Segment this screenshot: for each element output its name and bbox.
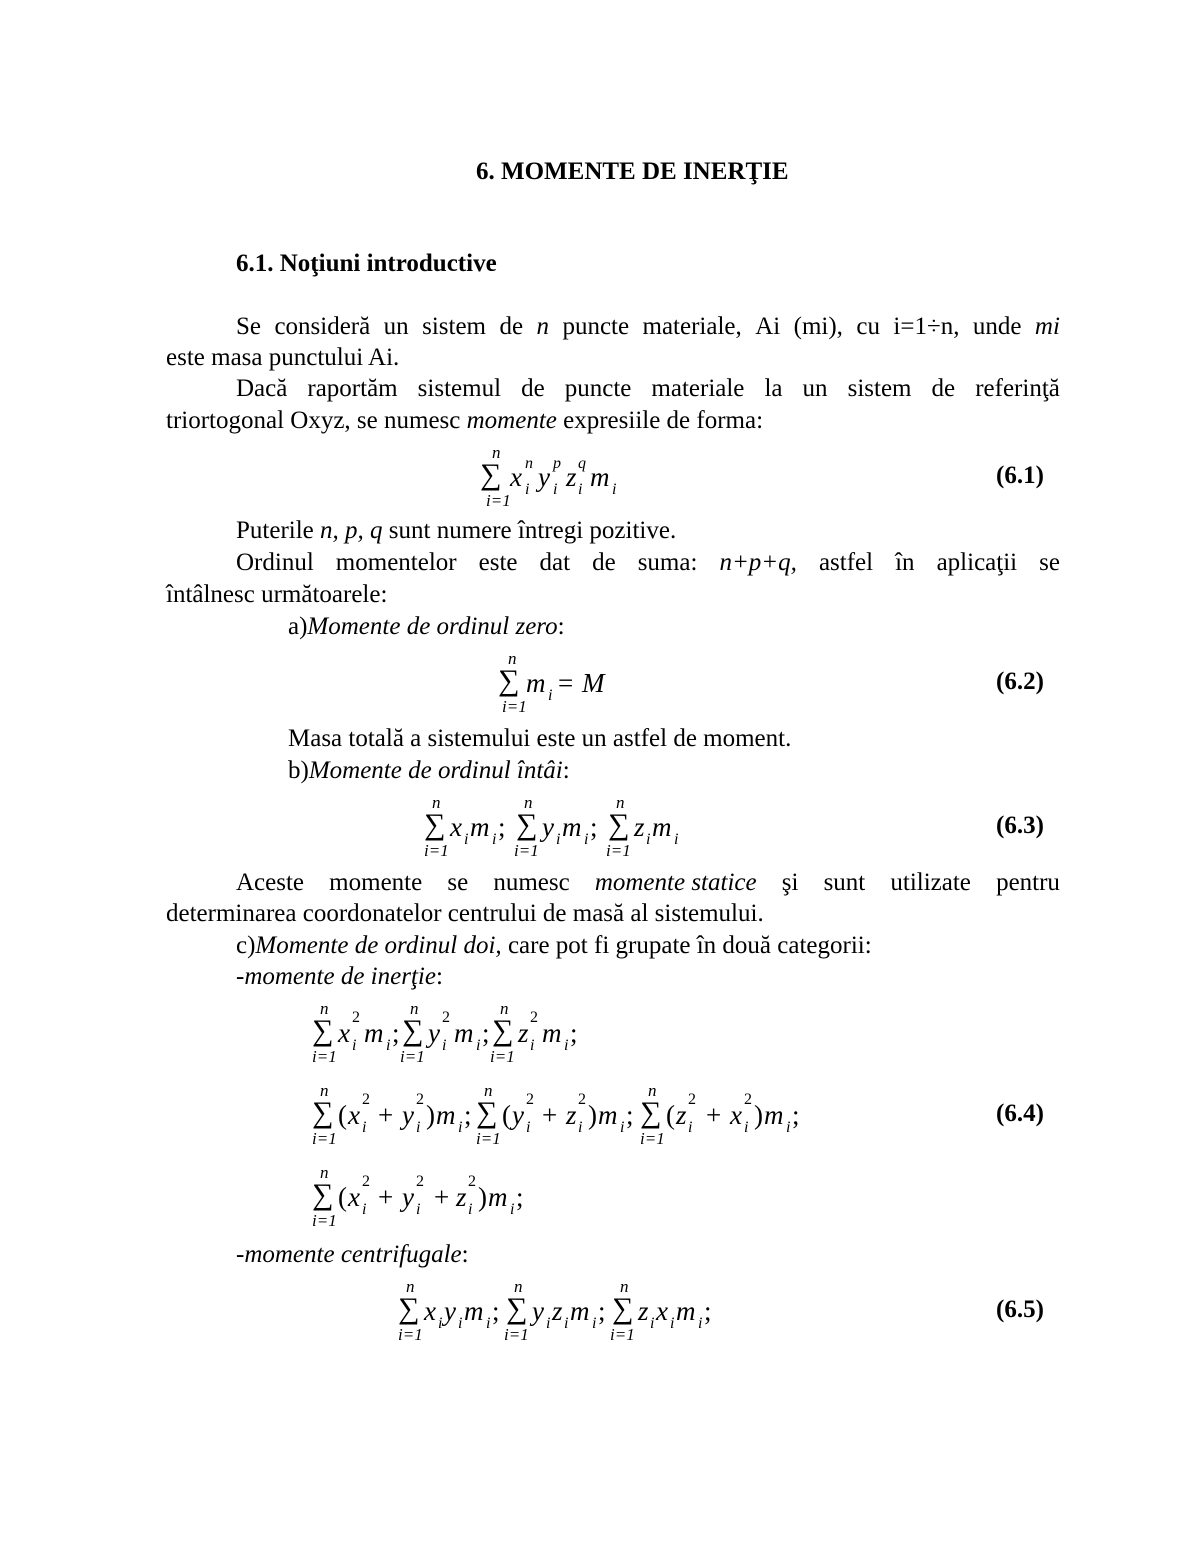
upper-limit: n [514, 1277, 523, 1296]
upper-limit: n [524, 793, 533, 812]
equation-6-2 [498, 646, 638, 726]
math-term: ; [704, 1296, 712, 1326]
section-heading: 6.1. Noţiuni introductive [236, 250, 497, 277]
math-term: i [526, 1119, 531, 1136]
math-term: i [670, 1315, 675, 1332]
word: utilizate [890, 869, 971, 896]
math-term: 2 [688, 1091, 696, 1108]
sigma-symbol: ∑ [402, 1014, 424, 1047]
math-term: 2 [526, 1091, 534, 1108]
math-term: x [656, 1296, 668, 1326]
sigma-symbol: ∑ [480, 458, 502, 491]
lower-limit: i=1 [476, 1129, 501, 1148]
page-title: 6. MOMENTE DE INERŢIE [476, 158, 789, 185]
math-term: i [650, 1315, 655, 1332]
math-term: 2 [442, 1009, 450, 1026]
math-term: m [436, 1100, 456, 1130]
text: expresiile de forma: [556, 407, 764, 434]
word: n [536, 313, 549, 340]
math-term: i [416, 1119, 421, 1136]
math-term: ; [492, 1296, 500, 1326]
upper-limit: n [410, 999, 419, 1018]
word: i=1÷n, [893, 313, 960, 340]
math-term: i [646, 831, 651, 848]
math-term: 2 [468, 1173, 476, 1190]
word: (mi), [793, 313, 843, 340]
math-term: i [458, 1119, 463, 1136]
math-term: i [510, 1201, 515, 1218]
lower-limit: i=1 [398, 1325, 423, 1344]
math-term: ( [666, 1100, 675, 1130]
word: sistem [847, 375, 912, 402]
math-term: x [730, 1100, 742, 1130]
word: Ordinul [236, 549, 314, 576]
word: se [1039, 549, 1060, 576]
text: n, p, q [320, 517, 383, 544]
math-term: i [674, 831, 679, 848]
sigma-symbol: ∑ [516, 808, 538, 841]
math-term: m [454, 1018, 474, 1048]
math-term: = [558, 668, 574, 698]
math-term: + [378, 1100, 394, 1130]
math-term: n [525, 455, 533, 472]
math-term: y [512, 1100, 524, 1130]
word: materiale [651, 375, 745, 402]
math-term: i [548, 687, 553, 704]
math-term: q [578, 455, 586, 472]
subheading-inertie [236, 962, 443, 992]
text: -momente de inerţie [236, 963, 436, 990]
paragraph-2-line-2 [166, 406, 763, 436]
math-term: x [424, 1296, 436, 1326]
paragraph-3 [236, 516, 676, 546]
word: de [521, 375, 545, 402]
subheading-centrifugale [236, 1240, 469, 1270]
word: Dacă [236, 375, 288, 402]
item-c [236, 931, 872, 961]
math-term: ; [516, 1182, 524, 1212]
math-term: m [488, 1182, 508, 1212]
sigma-symbol: ∑ [398, 1292, 420, 1325]
math-term: m [676, 1296, 696, 1326]
word: se [447, 869, 469, 896]
math-term: y [444, 1296, 456, 1326]
math-term: y [428, 1018, 440, 1048]
word: referinţă [975, 375, 1060, 402]
text: : [562, 757, 570, 784]
math-term: z [676, 1100, 687, 1130]
math-term: 2 [744, 1091, 752, 1108]
math-term: i [486, 1315, 491, 1332]
upper-limit: n [616, 793, 625, 812]
math-term: i [578, 481, 583, 498]
math-term: y [532, 1296, 544, 1326]
text: triortogonal Oxyz, se numesc [166, 407, 467, 434]
word: Aceste [236, 869, 305, 896]
math-term: m [364, 1018, 384, 1048]
math-term: x [450, 812, 462, 842]
word: un [383, 313, 409, 340]
equation-number: (6.3) [996, 812, 1044, 839]
upper-limit: n [432, 793, 441, 812]
math-term: 2 [416, 1091, 424, 1108]
math-term: i [698, 1315, 703, 1332]
lower-limit: i=1 [400, 1047, 425, 1066]
text: c) [236, 932, 256, 959]
math-term: ; [464, 1100, 472, 1130]
sigma-symbol: ∑ [492, 1014, 514, 1047]
text: -momente centrifugale [236, 1241, 462, 1268]
math-term: i [476, 1037, 481, 1054]
equation-number: (6.1) [996, 462, 1044, 489]
math-term: ) [478, 1182, 487, 1212]
lower-limit: i=1 [514, 841, 539, 860]
word: puncte [564, 375, 632, 402]
math-term: x [348, 1182, 360, 1212]
word: de [499, 313, 524, 340]
word: unde [972, 313, 1022, 340]
math-term: + [706, 1100, 722, 1130]
math-term: m [542, 1018, 562, 1048]
word: suma: [637, 549, 698, 576]
math-term: i [416, 1201, 421, 1218]
text: : [461, 1241, 469, 1268]
word: Se [236, 313, 261, 340]
upper-limit: n [320, 999, 329, 1018]
math-term: x [510, 462, 522, 492]
math-term: i [530, 1037, 535, 1054]
word: în [895, 549, 915, 576]
text: : [557, 613, 565, 640]
lower-limit: i=1 [490, 1047, 515, 1066]
text: b) [288, 757, 309, 784]
upper-limit: n [500, 999, 509, 1018]
math-term: i [458, 1315, 463, 1332]
text: momente [466, 407, 557, 434]
word: materiale, [642, 313, 742, 340]
math-term: i [525, 481, 530, 498]
text: Puterile [236, 517, 321, 544]
word: momentelor [335, 549, 457, 576]
math-term: i [464, 831, 469, 848]
lower-limit: i=1 [606, 841, 631, 860]
math-term: i [612, 481, 617, 498]
lower-limit: i=1 [504, 1325, 529, 1344]
paragraph-4-line-1 [236, 548, 1060, 578]
math-term: m [598, 1100, 618, 1130]
sigma-symbol: ∑ [608, 808, 630, 841]
math-term: i [468, 1201, 473, 1218]
sigma-symbol: ∑ [506, 1292, 528, 1325]
math-term: y [538, 462, 550, 492]
math-term: i [592, 1315, 597, 1332]
paragraph-5-line-2: determinarea coordonatelor centrului de masă al sistemului. [166, 900, 764, 927]
math-term: y [542, 812, 554, 842]
text: Momente de ordinul întâi [308, 757, 563, 784]
math-term: ; [498, 812, 506, 842]
math-term: m [570, 1296, 590, 1326]
math-term: 2 [362, 1173, 370, 1190]
math-term: M [582, 668, 605, 698]
math-term: ( [338, 1182, 347, 1212]
math-term: z [566, 1100, 577, 1130]
math-term: ) [588, 1100, 597, 1130]
equation-6-5 [398, 1274, 738, 1354]
upper-limit: n [648, 1081, 657, 1100]
math-term: y [402, 1100, 414, 1130]
math-term: ; [392, 1018, 400, 1048]
math-term: i [438, 1315, 443, 1332]
word: mi [1034, 313, 1060, 340]
math-term: m [526, 668, 546, 698]
math-term: z [456, 1182, 467, 1212]
lower-limit: i=1 [640, 1129, 665, 1148]
math-term: i [553, 481, 558, 498]
math-term: x [338, 1018, 350, 1048]
math-term: + [542, 1100, 558, 1130]
word: şi [781, 869, 799, 896]
equation-number: (6.4) [996, 1100, 1044, 1127]
word: n+p+q, [719, 549, 797, 576]
math-term: 2 [578, 1091, 586, 1108]
math-term: m [562, 812, 582, 842]
upper-limit: n [406, 1277, 415, 1296]
sigma-symbol: ∑ [312, 1178, 334, 1211]
upper-limit: n [320, 1081, 329, 1100]
equation-6-4-line-2 [312, 1078, 832, 1158]
math-term: i [386, 1037, 391, 1054]
equation-6-4-line-3 [312, 1160, 552, 1240]
word: aplicaţii [936, 549, 1018, 576]
sigma-symbol: ∑ [476, 1096, 498, 1129]
text: care pot fi grupate în două categorii: [501, 932, 872, 959]
lower-limit: i=1 [312, 1129, 337, 1148]
item-b [288, 756, 570, 786]
word: Ai [755, 313, 781, 340]
math-term: 2 [416, 1173, 424, 1190]
upper-limit: n [320, 1163, 329, 1182]
math-term: x [348, 1100, 360, 1130]
math-term: z [552, 1296, 563, 1326]
sigma-symbol: ∑ [612, 1292, 634, 1325]
math-term: 2 [352, 1009, 360, 1026]
paragraph-5-line-1 [236, 868, 1060, 898]
word: dat [539, 549, 571, 576]
math-term: ; [590, 812, 598, 842]
equation-6-4-line-1 [312, 996, 612, 1076]
equation-number: (6.5) [996, 1296, 1044, 1323]
math-term: z [518, 1018, 529, 1048]
word: sistemul [417, 375, 502, 402]
math-term: ; [626, 1100, 634, 1130]
math-term: i [564, 1315, 569, 1332]
equation-6-3 [424, 790, 704, 870]
sigma-symbol: ∑ [498, 664, 520, 697]
math-term: i [546, 1315, 551, 1332]
paragraph-1-line-2: este masa punctului Ai. [166, 344, 400, 371]
math-term: i [492, 831, 497, 848]
text: : [435, 963, 443, 990]
math-term: i [620, 1119, 625, 1136]
upper-limit: n [508, 649, 517, 668]
word: cu [856, 313, 880, 340]
text: sunt numere întregi pozitive. [382, 517, 677, 544]
word: astfel [818, 549, 874, 576]
math-term: i [442, 1037, 447, 1054]
math-term: i [578, 1119, 583, 1136]
word: de [592, 549, 616, 576]
math-term: m [470, 812, 490, 842]
lower-limit: i=1 [312, 1211, 337, 1230]
upper-limit: n [620, 1277, 629, 1296]
lower-limit: i=1 [610, 1325, 635, 1344]
math-term: i [786, 1119, 791, 1136]
item-a [288, 612, 565, 642]
word: la [764, 375, 783, 402]
word: sunt [823, 869, 866, 896]
word: puncte [562, 313, 630, 340]
math-term: + [434, 1182, 450, 1212]
math-term: ; [570, 1018, 578, 1048]
math-term: z [638, 1296, 649, 1326]
equation-number: (6.2) [996, 668, 1044, 695]
math-term: i [352, 1037, 357, 1054]
math-term: z [634, 812, 645, 842]
math-term: 2 [362, 1091, 370, 1108]
math-term: i [744, 1119, 749, 1136]
math-term: ) [754, 1100, 763, 1130]
lower-limit: i=1 [424, 841, 449, 860]
word: momente statice [594, 869, 757, 896]
math-term: y [402, 1182, 414, 1212]
math-term: m [764, 1100, 784, 1130]
lower-limit: i=1 [312, 1047, 337, 1066]
math-term: m [652, 812, 672, 842]
lower-limit: i=1 [486, 491, 511, 510]
math-term: ) [426, 1100, 435, 1130]
math-term: m [590, 462, 610, 492]
math-term: i [362, 1119, 367, 1136]
math-term: i [688, 1119, 693, 1136]
math-term: + [378, 1182, 394, 1212]
word: numesc [493, 869, 570, 896]
sigma-symbol: ∑ [424, 808, 446, 841]
word: un [802, 375, 828, 402]
word: raportăm [307, 375, 398, 402]
math-term: i [362, 1201, 367, 1218]
math-term: ; [792, 1100, 800, 1130]
word: este [478, 549, 518, 576]
word: momente [329, 869, 423, 896]
sigma-symbol: ∑ [312, 1096, 334, 1129]
word: sistem [422, 313, 487, 340]
lower-limit: i=1 [502, 697, 527, 716]
paragraph-4-line-2: întâlnesc următoarele: [166, 581, 388, 608]
word: pentru [996, 869, 1060, 896]
paragraph-1-line-1 [236, 312, 1060, 342]
math-term: i [584, 831, 589, 848]
math-term: ( [338, 1100, 347, 1130]
math-term: ; [482, 1018, 490, 1048]
word: consideră [274, 313, 371, 340]
word: de [931, 375, 956, 402]
math-term: 2 [530, 1009, 538, 1026]
math-term: i [564, 1037, 569, 1054]
math-term: ; [598, 1296, 606, 1326]
math-term: m [464, 1296, 484, 1326]
sigma-symbol: ∑ [312, 1014, 334, 1047]
math-term: p [553, 455, 561, 472]
upper-limit: n [492, 443, 501, 462]
paragraph-2-line-1 [236, 374, 1060, 404]
text: a) [288, 613, 308, 640]
text: Momente de ordinul zero [307, 613, 558, 640]
upper-limit: n [484, 1081, 493, 1100]
paragraph-masa: Masa totală a sistemului este un astfel de moment. [288, 725, 792, 752]
sigma-symbol: ∑ [640, 1096, 662, 1129]
math-term: ( [502, 1100, 511, 1130]
math-term: z [566, 462, 577, 492]
text: Momente de ordinul doi, [255, 932, 502, 959]
equation-6-1 [480, 440, 680, 520]
math-term: i [556, 831, 561, 848]
